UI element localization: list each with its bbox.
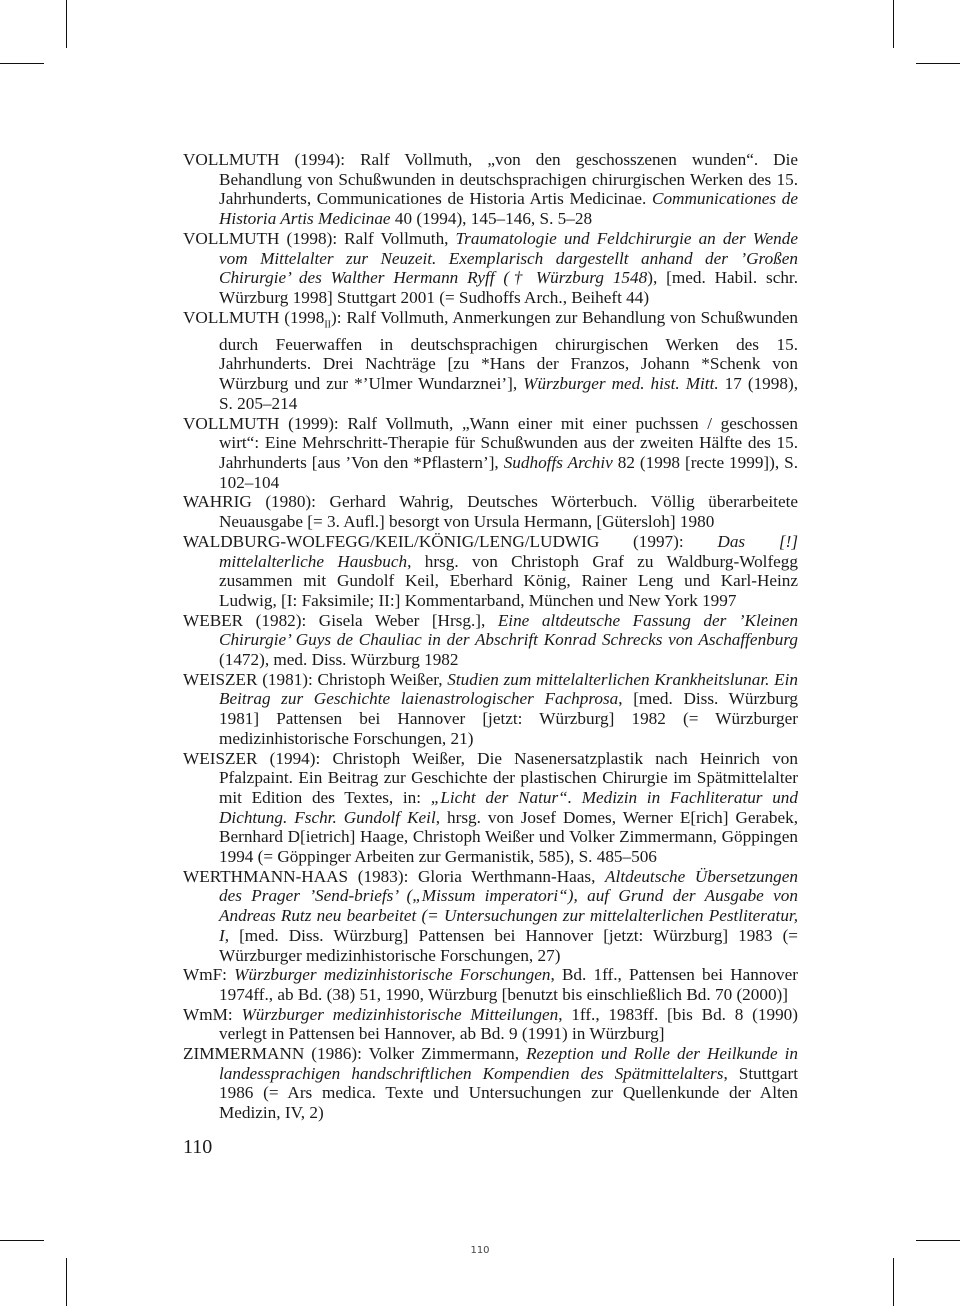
- bibliography-entry: [183, 229, 798, 308]
- entry-text: ), [med. Habil. schr. Würzburg 1998] Stuttgart 2001 (= Sudhoffs Arch., Beiheft 44): [219, 268, 798, 307]
- entry-title-italic: „Licht der Natur“. Medizin in Fachliteratur und Dichtung. Fschr. Gundolf Keil: [219, 787, 798, 827]
- bibliography-entry: [183, 414, 798, 493]
- entry-text: WERTHMANN-HAAS (1983): Gloria Werthmann-Haas,: [183, 866, 606, 886]
- crop-mark: [0, 63, 44, 64]
- entry-title-italic: Communicationes de Historia Artis Medicinae: [219, 189, 798, 229]
- bibliography-entry: [183, 532, 798, 611]
- entry-text: , 1ff., 1983ff. [bis Bd. 8 (1990) verlegt in Pattensen bei Hannover, ab Bd. 9 (1991) in Würzburg]: [219, 1004, 798, 1044]
- entry-title-italic: Traumatologie und Feldchirurgie an der Wende vom Mittelalter zur Neuzeit. Exemplarisch dargestellt anhand der ’Großen Chirurgie’ des Walther Hermann Ryff († Würzburg 1548: [219, 228, 798, 288]
- bibliography-entry: [183, 867, 798, 966]
- entry-text: WALDBURG-WOLFEGG/KEIL/KÖNIG/LENG/LUDWIG (1997):: [183, 531, 718, 551]
- bibliography-list: [183, 150, 798, 1123]
- bibliography-entry: [183, 611, 798, 670]
- entry-text: VOLLMUTH (1998): Ralf Vollmuth,: [183, 228, 456, 248]
- bibliography-entry: [183, 965, 798, 1004]
- crop-mark: [893, 1258, 894, 1306]
- entry-text: , hrsg. von Christoph Graf zu Waldburg-Wolfegg zusammen mit Gundolf Keil, Eberhard König, Rainer Leng und Karl-Heinz Ludwig, [I: Faksimile; II:] Kommentarband, München und New York 1997: [219, 551, 798, 610]
- entry-text: 40 (1994), 145–146, S. 5–28: [390, 209, 593, 229]
- entry-title-italic: Würzburger medizinhistorische Forschungen: [234, 965, 551, 985]
- entry-text: WEBER (1982): Gisela Weber [Hrsg.],: [183, 610, 498, 630]
- entry-text: 82 (1998 [recte 1999]), S. 102–104: [219, 452, 799, 492]
- bibliography-entry: [183, 150, 798, 229]
- crop-mark: [916, 1240, 960, 1241]
- crop-mark: [916, 63, 960, 64]
- crop-mark: [66, 0, 67, 48]
- entry-text: , [med. Diss. Würzburg] Pattensen bei Hannover [jetzt: Würzburg] 1983 (= Würzburger medizinhistorische Forschungen, 27): [219, 925, 798, 965]
- bibliography-entry: [183, 308, 798, 414]
- bibliography-entry: [183, 749, 798, 867]
- bibliography-entry: [183, 492, 798, 531]
- entry-title-italic: Altdeutsche Übersetzungen des Prager ’Send-briefs’ („Missum imperatori“), auf Grund der Ausgabe von Andreas Rutz neu bearbeitet (= Untersuchungen zur mittelalterlichen Pestliteratur, I: [219, 866, 798, 945]
- entry-text: VOLLMUTH (1994): Ralf Vollmuth, „von den geschosszenen wunden“. Die Behandlung von Schußwunden in deutschsprachigen chirurgischen Werken des 15. Jahrhunderts, Communicationes de Historia Artis Medicinae.: [183, 150, 798, 209]
- entry-text: WmF:: [183, 965, 235, 985]
- entry-title-italic: Rezeption und Rolle der Heilkunde in landessprachigen handschriftlichen Kompendien des Spätmittelalters: [219, 1044, 798, 1083]
- bibliography-entry: [183, 1044, 798, 1123]
- entry-text: (1472), med. Diss. Würzburg 1982: [219, 650, 459, 670]
- entry-title-italic: Würzburger medizinhistorische Mitteilungen: [241, 1004, 559, 1024]
- entry-text: ): Ralf Vollmuth, Anmerkungen zur Behandlung von Schußwunden durch Feuerwaffen in deutschsprachigen chirurgischen Werken des 15. Jahrhunderts. Drei Nachträge [zu *Hans der Franzos, Johann *Schenk von Würzburg und zur *’Ulmer Wundarznei’],: [219, 307, 798, 394]
- entry-title-italic: Sudhoffs Archiv: [503, 452, 613, 472]
- entry-text: WEISZER (1981): Christoph Weißer,: [183, 669, 448, 689]
- bibliography-entry: [183, 1005, 798, 1044]
- entry-text: ZIMMERMANN (1986): Volker Zimmermann,: [183, 1044, 527, 1064]
- entry-text: , hrsg. von Josef Domes, Werner E[rich] Gerabek, Bernhard D[ietrich] Haage, Christoph Weißer und Volker Zimmermann, Göppingen 1994 (= Göppinger Arbeiten zur Germanistik, 585), S. 485–506: [219, 807, 799, 867]
- crop-mark: [66, 1258, 67, 1306]
- crop-mark: [893, 0, 894, 48]
- entry-title-italic: Eine altdeutsche Fassung der ’Kleinen Chirurgie’ Guys de Chauliac in der Abschrift Konrad Schrecks von Aschaffenburg: [219, 610, 798, 650]
- entry-text: 17 (1998), S. 205–214: [219, 374, 798, 413]
- entry-text: II: [324, 319, 332, 331]
- crop-mark: [0, 1240, 44, 1241]
- entry-title-italic: Das [!] mittelalterliche Hausbuch: [219, 531, 799, 571]
- footer-page-number: 110: [470, 1245, 490, 1256]
- entry-text: , Bd. 1ff., Pattensen bei Hannover 1974ff., ab Bd. (38) 51, 1990, Würzburg [benutzt bis einschließlich Bd. 70 (2000)]: [219, 965, 798, 1004]
- entry-title-italic: Studien zum mittelalterlichen Krankheitslunar. Ein Beitrag zur Geschichte laienastrologischer Fachprosa: [219, 669, 799, 709]
- entry-text: WmM:: [183, 1004, 242, 1024]
- entry-text: VOLLMUTH (1998: [183, 307, 325, 327]
- entry-text: , Stuttgart 1986 (= Ars medica. Texte und Untersuchungen zur Quellenkunde der Alten Medizin, IV, 2): [219, 1063, 798, 1123]
- page-number: 110: [183, 1136, 213, 1158]
- entry-text: , [med. Diss. Würzburg 1981] Pattensen bei Hannover [jetzt: Würzburg] 1982 (= Würzburger medizinhistorische Forschungen, 21): [219, 689, 798, 748]
- bibliography-entry: [183, 670, 798, 749]
- entry-text: WEISZER (1994): Christoph Weißer, Die Nasenersatzplastik nach Heinrich von Pfalzpaint. Ein Beitrag zur Geschichte der plastischen Chirurgie im Spätmittelalter mit Edition des Textes, in:: [183, 748, 798, 807]
- entry-text: WAHRIG (1980): Gerhard Wahrig, Deutsches Wörterbuch. Völlig überarbeitete Neuausgabe [= 3. Aufl.] besorgt von Ursula Hermann, [Gütersloh] 1980: [183, 492, 798, 532]
- entry-text: VOLLMUTH (1999): Ralf Vollmuth, „Wann einer mit einer puchssen / geschossen wirt“: Eine Mehrschritt-Therapie für Schußwunden aus der zweiten Hälfte des 15. Jahrhunderts [aus ’Von den *Pflastern’],: [183, 413, 798, 472]
- entry-title-italic: Würzburger med. hist. Mitt.: [523, 374, 719, 394]
